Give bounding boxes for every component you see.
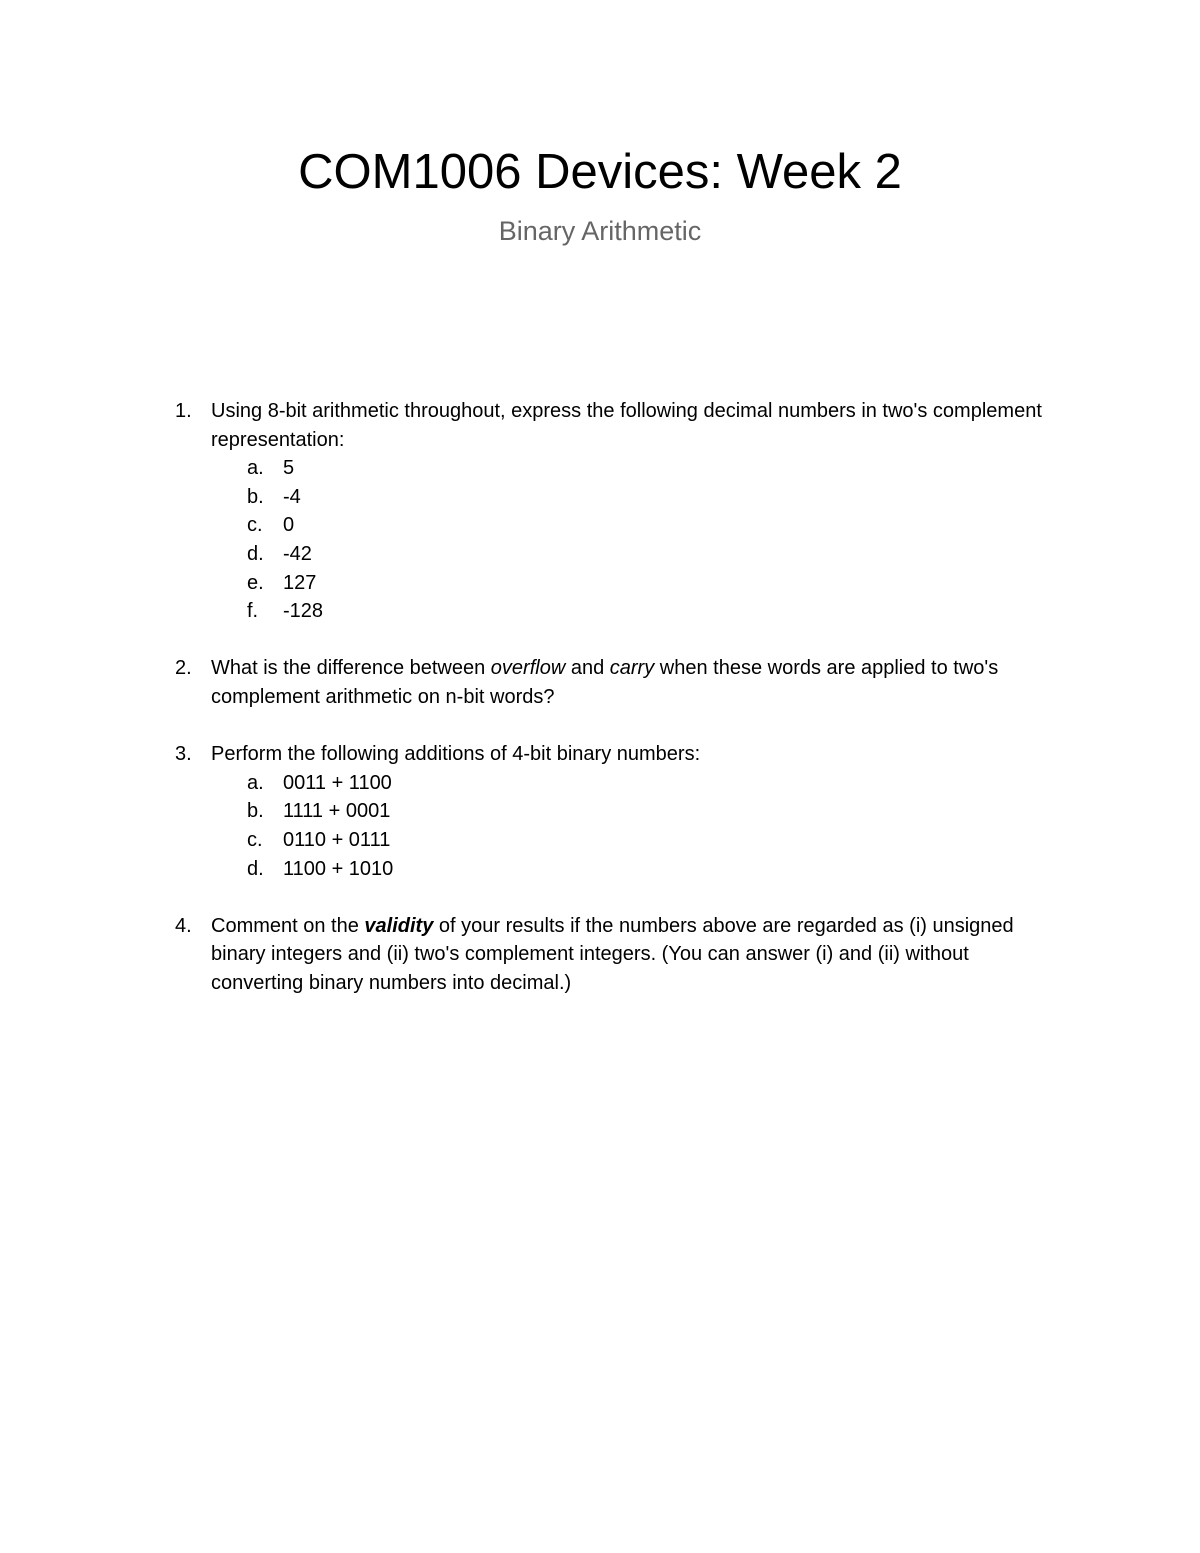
- list-item: [211, 569, 1061, 598]
- list-item: [211, 769, 1061, 798]
- question-text: [211, 654, 1061, 711]
- item-value: -128: [283, 600, 324, 623]
- text-segment: and: [565, 657, 610, 680]
- question-text: Perform the following additions of 4-bit binary numbers:: [211, 743, 701, 766]
- list-item: [211, 597, 1061, 626]
- text-segment: Comment on the: [211, 914, 365, 937]
- item-letter: c.: [247, 828, 263, 851]
- emphasis-overflow: overflow: [490, 657, 566, 680]
- item-value: -4: [283, 485, 301, 508]
- list-item: [211, 483, 1061, 512]
- list-item: [211, 797, 1061, 826]
- list-item: [211, 511, 1061, 540]
- item-letter: d.: [247, 542, 264, 565]
- page-subtitle: Binary Arithmetic: [498, 216, 702, 246]
- question-4: [0, 912, 1061, 998]
- page-title: COM1006 Devices: Week 2: [298, 145, 902, 199]
- question-3: [0, 740, 1061, 883]
- question-text: [211, 912, 1061, 998]
- emphasis-validity: validity: [364, 914, 434, 937]
- list-item: [211, 454, 1061, 483]
- item-letter: a.: [247, 457, 264, 480]
- item-value: 1100 + 1010: [283, 857, 394, 880]
- item-value: 127: [283, 571, 317, 594]
- text-segment: What is the difference between: [211, 657, 491, 680]
- item-value: 0110 + 0111: [283, 828, 391, 851]
- item-value: 0011 + 1100: [283, 771, 392, 794]
- item-letter: e.: [247, 571, 264, 594]
- item-value: -42: [283, 542, 312, 565]
- list-item: [211, 540, 1061, 569]
- question-number: 2.: [175, 657, 192, 680]
- item-value: 0: [283, 514, 295, 537]
- question-1: [0, 397, 1061, 626]
- emphasis-carry: carry: [609, 657, 655, 680]
- question-text: Using 8-bit arithmetic throughout, express the following decimal numbers in two's complement representation:: [211, 400, 1042, 451]
- question-number: 3.: [175, 743, 192, 766]
- item-value: 5: [283, 457, 295, 480]
- question-number: 1.: [175, 400, 192, 422]
- item-letter: c.: [247, 514, 263, 537]
- list-item: [211, 855, 1061, 884]
- item-letter: f.: [247, 600, 259, 623]
- item-letter: b.: [247, 800, 264, 823]
- item-letter: d.: [247, 857, 264, 880]
- sub-list: [211, 454, 1061, 626]
- question-list: [0, 397, 1200, 997]
- item-letter: b.: [247, 485, 264, 508]
- question-2: [0, 654, 1061, 711]
- item-value: 1111 + 0001: [283, 800, 391, 823]
- sub-list: [211, 769, 1061, 883]
- text-segment: when these words are applied to two's complement arithmetic on n-bit words?: [211, 657, 999, 708]
- question-number: 4.: [175, 914, 192, 937]
- list-item: [211, 826, 1061, 855]
- text-segment: of your results if the numbers above are regarded as (i) unsigned binary integers and (ii) two's complement integers. (You can answer (i) and (ii) without converting binary numbers into decimal.): [211, 914, 1014, 994]
- item-letter: a.: [247, 771, 264, 794]
